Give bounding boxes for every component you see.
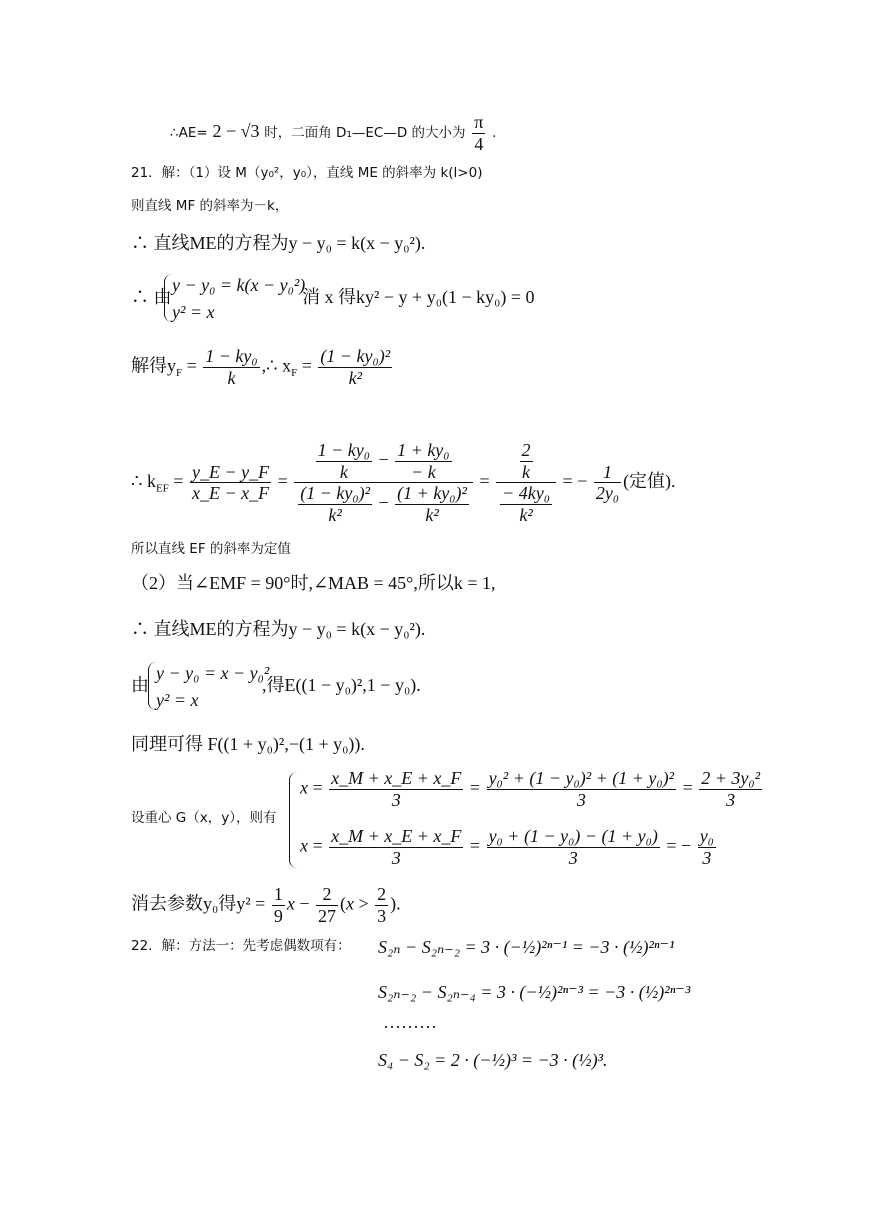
c2-a-num: x_M + x_E + x_F: [331, 826, 462, 846]
q21-system-eq2: y² = x: [172, 302, 215, 322]
kef-big: $\frac{\text{1 − ky₀}}{k}$ − $\frac{\text{1 + ky₀}}{- k}$ $\frac{\text{(1 − ky₀)²}}{\text{k²}}$ − $\frac{\text{(1 + ky₀)²}}{\text{k²}}$: [294, 440, 473, 526]
q21-system-tail: 消 x 得ky² − y + y₀(1 − ky₀) = 0: [302, 287, 535, 307]
kef-c-den: k²: [328, 505, 342, 526]
q21-mf-slope: 则直线 MF 的斜率为－k，: [131, 198, 289, 214]
ae-end: .: [492, 125, 497, 142]
angle-num: π: [474, 112, 484, 132]
kef-result: [594, 462, 621, 504]
q21-kef: ∴ $k_{EF}$ = $\frac{y\_E - y\_F}{x\_E - x\_F}$ = $\frac{\text{1 − ky₀}}{k}$ − $\frac{\text{1 + ky₀}}{- k}$ $\frac{\text{(1 − ky₀)²}}{\text{k²}}$ − $\frac{\text{(1 + ky₀)²}}{\text{k²}}$ = $\frac{\frac{2}{k}}{\frac{\text{− 4ky₀}}{\text{k²}}}$ = − $\frac{1}{\text{2y₀}}$ (定值).: [131, 440, 676, 526]
eliminate-lead: 消去参数y₀得y² =: [131, 893, 266, 914]
c1-b-num: y₀² + (1 − y₀)² + (1 + y₀)²: [488, 768, 675, 788]
kef-c-num: (1 − ky₀)²: [300, 483, 371, 504]
elim-f3-den: 3: [377, 905, 387, 926]
c1-a-den: 3: [391, 789, 401, 810]
elim-f1-den: 9: [273, 905, 283, 926]
xf-den: k²: [348, 367, 362, 388]
q21-solve: 解得$y_F$ = $\frac{\text{1 − ky₀}}{k}$ ,∴ $x_F$ = $\frac{\text{(1 − ky₀)²}}{\text{k²}}$: [131, 346, 391, 388]
kef-b-num: 1 + ky₀: [397, 440, 450, 460]
q21-system-eq1: y − y₀ = k(x − y₀²): [172, 275, 306, 295]
c2-b-den: 3: [568, 847, 578, 868]
c1-c-den: 3: [726, 789, 736, 810]
elim-f3-num: 2: [377, 884, 387, 904]
elim-f1-num: 1: [273, 884, 283, 904]
kef-result-num: 1: [594, 462, 621, 484]
q22-row3: S₄ − S₂ = 2 · (−½)³ = −3 · (½)³.: [378, 1050, 608, 1070]
xf-num: (1 − ky₀)²: [320, 346, 391, 366]
kef-b-den: − k: [411, 461, 436, 482]
c1-c-num: 2 + 3y₀²: [701, 768, 761, 788]
yf-num: 1 − ky₀: [205, 346, 258, 366]
ae-value: 2 − √3: [212, 121, 260, 142]
q21-header: 21．解：（1）设 M（y₀²，y₀），直线 ME 的斜率为 k(l>0): [131, 165, 483, 181]
angle-den: 4: [474, 133, 484, 154]
solve-lead: 解得y: [131, 355, 176, 376]
q21-eliminate: 消去参数y₀得y² = $\frac{1}{9}$ x − $\frac{2}{27}$ (x > $\frac{2}{3}$ ).: [131, 884, 401, 926]
kef-def: [190, 462, 271, 504]
xf-fraction: [318, 346, 392, 388]
elim-f2-den: 27: [317, 905, 336, 926]
q21-centroid-lead: 设重心 G（x，y），则有: [131, 810, 277, 826]
centroid-row1: x = $\frac{x\_M + x\_E + x\_F}{3}$ = $\frac{\text{y₀² + (1 − y₀)² + (1 + y₀)²}}{3}$ = $\frac{\text{2 + 3y₀²}}{3}$: [300, 768, 761, 810]
q22-row1: S₂ₙ − S₂ₙ₋₂ = 3 · (−½)²ⁿ⁻¹ = −3 · (½)²ⁿ⁻¹: [378, 937, 675, 957]
kef-d-den: k²: [425, 505, 439, 526]
angle-fraction: [472, 112, 485, 154]
q21-me-equation: ∴ 直线ME的方程为y − y₀ = k(x − y₀²).: [131, 233, 426, 253]
q21-sys2-eq2: y² = x: [156, 690, 199, 710]
kef-def-den: x_E − x_F: [191, 483, 270, 504]
q21-conclusion: 所以直线 EF 的斜率为定值: [131, 541, 291, 557]
ae-suffix: 时，二面角 D₁—EC—D 的大小为: [264, 125, 466, 142]
q21-similarly: 同理可得 F((1 + y₀)²,−(1 + y₀)).: [131, 734, 365, 754]
q21-system-lead: ∴ 由: [131, 287, 172, 307]
kef-a-num: 1 − ky₀: [317, 440, 371, 460]
q21-part2: （2）当∠EMF = 90°时,∠MAB = 45°,所以k = 1,: [131, 573, 496, 593]
q22-header: 22．解：方法一：先考虑偶数项有：: [131, 938, 351, 954]
centroid-row2: x = $\frac{x\_M + x\_E + x\_F}{3}$ = $\frac{\text{y₀ + (1 − y₀) − (1 + y₀)}}{3}$ = − $\frac{\text{y₀}}{3}$: [300, 826, 714, 868]
c1-b-den: 3: [576, 789, 586, 810]
c2-b-num: y₀ + (1 − y₀) − (1 + y₀): [488, 826, 658, 846]
kef-lead: ∴ k: [131, 471, 156, 491]
solve-mid: ,∴ x: [261, 355, 292, 376]
q21-sys2-tail: ,得E((1 − y₀)²,1 − y₀).: [262, 675, 421, 695]
kef-a-den: k: [339, 461, 348, 482]
kef-result-den: 2y₀: [595, 483, 620, 504]
kef-d-num: (1 + ky₀)²: [397, 483, 467, 504]
q22-row2: S₂ₙ₋₂ − S₂ₙ₋₄ = 3 · (−½)²ⁿ⁻³ = −3 · (½)²ⁿ⁻³: [378, 982, 691, 1002]
c2-c-den: 3: [702, 847, 712, 868]
ae-line: [170, 112, 496, 154]
q22-dots: ·········: [383, 1017, 437, 1037]
centroid-brace: [289, 772, 300, 868]
q21-me-equation2: ∴ 直线ME的方程为y − y₀ = k(x − y₀²).: [131, 619, 426, 639]
q21-sys2-eq1: y − y₀ = x − y₀²: [156, 663, 270, 683]
kef-e-num: 2: [521, 440, 531, 460]
c2-c-num: y₀: [699, 826, 714, 846]
yf-den: k: [227, 367, 236, 388]
ae-prefix: ∴AE=: [170, 125, 208, 142]
elim-f2-num: 2: [316, 884, 338, 906]
kef-f-num: − 4ky₀: [502, 483, 550, 504]
kef-e-den: k: [522, 461, 531, 482]
kef-tail: (定值).: [623, 471, 676, 491]
yf-fraction: [203, 346, 259, 388]
kef-f-den: k²: [519, 505, 533, 526]
q21-sys2-lead: 由: [131, 675, 149, 695]
kef-simplified: [496, 440, 556, 526]
c1-a-num: x_M + x_E + x_F: [331, 768, 462, 788]
c2-a-den: 3: [391, 847, 401, 868]
kef-def-num: y_E − y_F: [191, 461, 270, 482]
